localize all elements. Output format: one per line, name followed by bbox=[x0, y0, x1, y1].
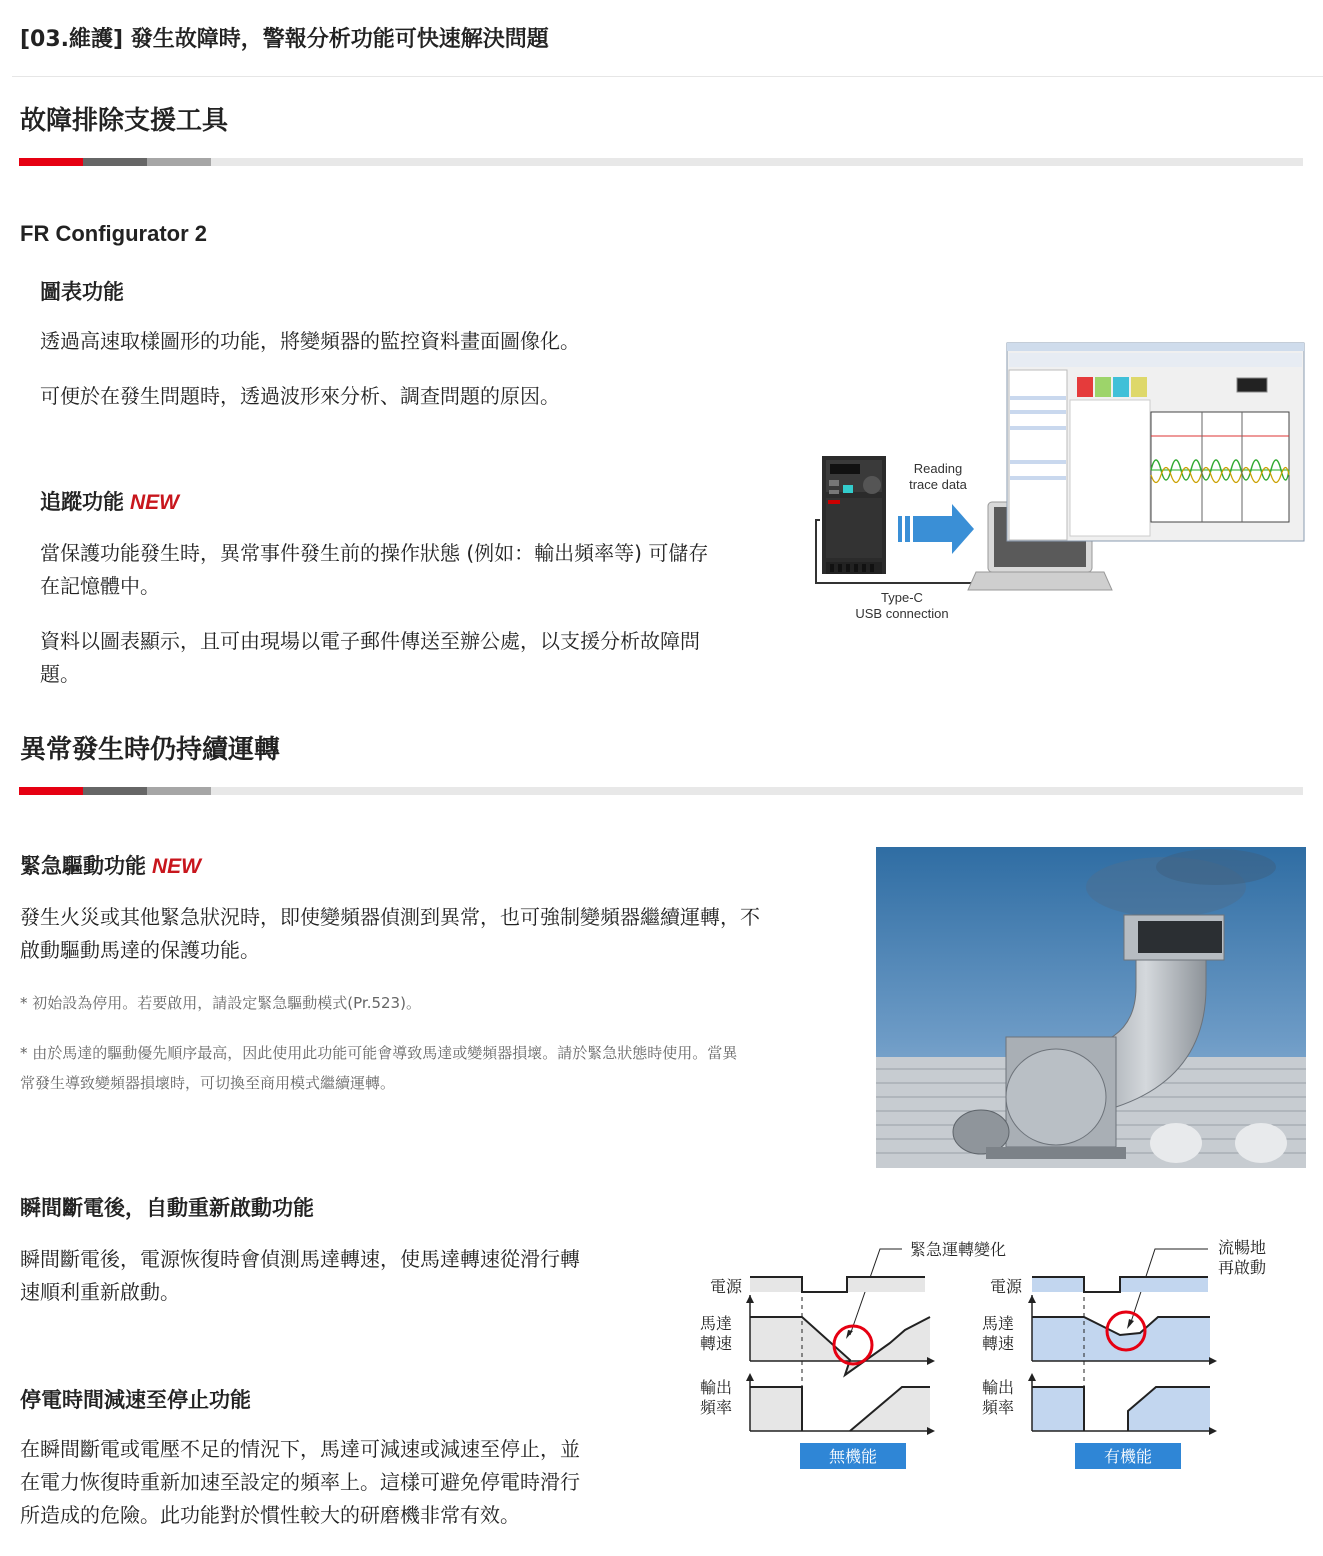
auto-restart-title: 瞬間斷電後，自動重新啟動功能 bbox=[20, 1196, 314, 1220]
configurator-illustration-svg bbox=[812, 340, 1312, 630]
emergency-drive-title bbox=[20, 850, 201, 880]
new-badge: NEW bbox=[130, 491, 179, 514]
label-motor-1: 馬達 bbox=[700, 1314, 733, 1333]
emergency-note-2b: 常發生導致變頻器損壞時，可切換至商用模式繼續運轉。 bbox=[20, 1074, 396, 1092]
trace-function-title bbox=[40, 486, 179, 516]
new-badge: NEW bbox=[152, 855, 201, 878]
label-output-1: 輸出 bbox=[982, 1378, 1015, 1397]
label-motor-2: 轉速 bbox=[700, 1334, 733, 1353]
diagram-without-function bbox=[700, 1277, 935, 1469]
callout-right-1: 流暢地 bbox=[1218, 1238, 1267, 1257]
section-title-troubleshooting: 故障排除支援工具 bbox=[20, 106, 229, 136]
label-power: 電源 bbox=[710, 1277, 743, 1296]
label-output-2: 頻率 bbox=[982, 1398, 1015, 1417]
auto-restart-desc-1a: 瞬間斷電後，電源恢復時會偵測馬達轉速，使馬達轉速從滑行轉 bbox=[20, 1247, 580, 1271]
page-title: [03.維護] 發生故障時，警報分析功能可快速解決問題 bbox=[20, 27, 549, 52]
label-without: 無機能 bbox=[828, 1447, 878, 1466]
configurator-illustration bbox=[812, 340, 1312, 630]
trace-desc-2b: 題。 bbox=[40, 662, 80, 686]
restart-timing-diagram bbox=[690, 1235, 1290, 1475]
label-output-1: 輸出 bbox=[700, 1378, 733, 1397]
callout-left: 緊急運轉變化 bbox=[910, 1240, 1007, 1259]
fan-photo bbox=[876, 847, 1306, 1168]
diagram-with-function bbox=[982, 1277, 1217, 1469]
page-header bbox=[12, 0, 1323, 77]
label-motor-2: 轉速 bbox=[982, 1334, 1015, 1353]
auto-restart-desc-1b: 速順利重新啟動。 bbox=[20, 1280, 180, 1304]
emergency-note-1: * 初始設為停用。若要啟用，請設定緊急驅動模式(Pr.523)。 bbox=[20, 994, 421, 1012]
label-output-2: 頻率 bbox=[700, 1398, 733, 1417]
callout-right-2: 再啟動 bbox=[1218, 1258, 1267, 1277]
reading-label-2: trace data bbox=[909, 477, 967, 492]
graph-desc-1: 透過高速取樣圖形的功能，將變頻器的監控資料畫面圖像化。 bbox=[40, 329, 580, 353]
trace-title-text: 追蹤功能 bbox=[40, 490, 124, 514]
emergency-desc-1b: 啟動驅動馬達的保護功能。 bbox=[20, 938, 260, 962]
graph-function-title: 圖表功能 bbox=[40, 280, 124, 304]
restart-timing-svg bbox=[690, 1235, 1290, 1475]
section-divider bbox=[19, 787, 1303, 795]
graph-desc-2: 可便於在發生問題時，透過波形來分析、調查問題的原因。 bbox=[40, 384, 560, 408]
section-title-continuous: 異常發生時仍持續運轉 bbox=[20, 735, 281, 765]
trace-desc-1b: 在記憶體中。 bbox=[40, 574, 160, 598]
decel-desc-1c: 所造成的危險。此功能對於慣性較大的研磨機非常有效。 bbox=[20, 1503, 520, 1527]
emergency-title-text: 緊急驅動功能 bbox=[20, 854, 146, 878]
label-with: 有機能 bbox=[1103, 1447, 1153, 1466]
decel-desc-1b: 在電力恢復時重新加速至設定的頻率上。這樣可避免停電時滑行 bbox=[20, 1470, 580, 1494]
trace-desc-1a: 當保護功能發生時，異常事件發生前的操作狀態 (例如：輸出頻率等) 可儲存 bbox=[40, 541, 709, 565]
usb-label-1: Type-C bbox=[881, 590, 923, 605]
fan-photo-svg bbox=[876, 847, 1306, 1168]
decel-stop-title: 停電時間減速至停止功能 bbox=[20, 1388, 251, 1412]
software-window bbox=[1007, 343, 1304, 541]
section-divider bbox=[19, 158, 1303, 166]
usb-label-2: USB connection bbox=[855, 606, 949, 621]
emergency-desc-1a: 發生火災或其他緊急狀況時，即使變頻器偵測到異常，也可強制變頻器繼續運轉，不 bbox=[20, 905, 760, 929]
inverter-image bbox=[822, 456, 886, 574]
reading-label-1: Reading bbox=[913, 461, 963, 476]
decel-desc-1a: 在瞬間斷電或電壓不足的情況下，馬達可減速或減速至停止，並 bbox=[20, 1437, 580, 1461]
trace-desc-2a: 資料以圖表顯示，且可由現場以電子郵件傳送至辦公處，以支援分析故障問 bbox=[40, 629, 700, 653]
label-motor-1: 馬達 bbox=[982, 1314, 1015, 1333]
product-name: FR Configurator 2 bbox=[20, 221, 207, 246]
emergency-note-2a: * 由於馬達的驅動優先順序最高，因此使用此功能可能會導致馬達或變頻器損壞。請於緊急狀態時使用。當異 bbox=[20, 1044, 738, 1062]
label-power: 電源 bbox=[990, 1277, 1023, 1296]
arrow-icon bbox=[898, 504, 974, 554]
